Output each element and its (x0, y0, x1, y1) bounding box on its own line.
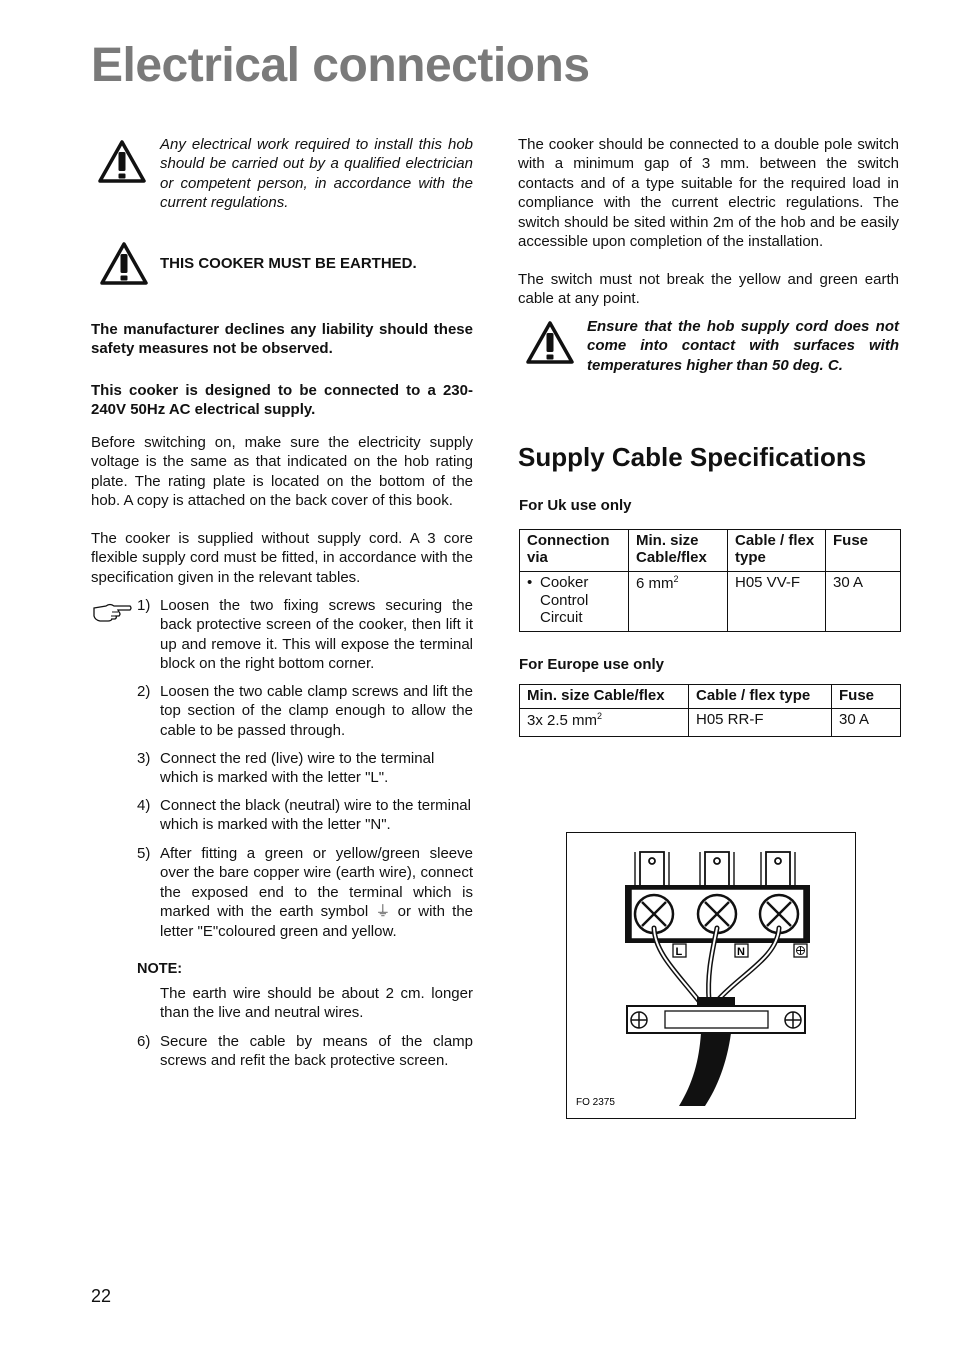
liability-notice: The manufacturer declines any liability should these safety measures not be observed. (91, 321, 473, 358)
page-title: Electrical connections (91, 39, 590, 92)
earth-cable-paragraph: The switch must not break the yellow and green earth cable at any point. (518, 271, 899, 308)
terminal-block-illustration (567, 833, 855, 1118)
before-switching-paragraph: Before switching on, make sure the electricity supply voltage is the same as that indicated on the hob rating plate. The rating plate is located on the bottom of the hob. A copy is attached on the back cover of this book. (91, 434, 473, 510)
note-label: NOTE: (137, 961, 183, 977)
step-text: Loosen the two cable clamp screws and lift the top section of the clamp enough to allow the cable to be passed through. (160, 683, 473, 739)
double-pole-switch-paragraph: The cooker should be connected to a double pole switch with a minimum gap of 3 mm. between the switch contacts and of a type suitable for the required load in compliance with the current electric regulations. The switch should be sited within 2m of the hob and be easily accessible upon completion of the installation. (518, 136, 899, 251)
step-text: Connect the black (neutral) wire to the terminal which is marked with the letter "N". (160, 797, 471, 834)
step-text: Secure the cable by means of the clamp screws and refit the back protective screen. (160, 1033, 473, 1070)
figure-code: FO 2375 (576, 1097, 615, 1108)
page-number: 22 (91, 1286, 112, 1306)
warning-icon (97, 139, 147, 185)
earthed-warning: THIS COOKER MUST BE EARTHED. (160, 255, 417, 272)
qualified-electrician-warning: Any electrical work required to install this hob should be carried out by a qualified electrician or competent person, in accordance with the current regulations. (160, 136, 473, 212)
column-header: Cable / flex type (728, 530, 826, 572)
table-cell: 30 A (832, 709, 901, 737)
table-cell: H05 VV-F (728, 572, 826, 632)
label-L: L (675, 946, 683, 958)
step-number: 6) (137, 1033, 151, 1050)
step-text: Loosen the two fixing screws securing the back protective screen of the cooker, then lift it up and remove it. This will expose the terminal block on the right bottom corner. (160, 597, 473, 673)
table-row (520, 572, 901, 632)
warning-icon (99, 241, 149, 287)
step-4 (137, 796, 473, 836)
column-header: Min. size Cable/flex (629, 530, 728, 572)
step-5 (137, 844, 473, 944)
step-number: 4) (137, 797, 151, 814)
column-header: Cable / flex type (689, 685, 832, 709)
earth-symbol-icon: ⏚ (375, 903, 391, 921)
supply-voltage-notice: This cooker is designed to be connected to a 230-240V 50Hz AC electrical supply. (91, 382, 473, 419)
europe-label: For Europe use only (519, 656, 665, 673)
column-header: Fuse (826, 530, 901, 572)
note-text: The earth wire should be about 2 cm. longer than the live and neutral wires. (160, 985, 473, 1022)
step-number: 1) (137, 597, 151, 614)
step-1 (137, 596, 473, 676)
table-cell: 30 A (826, 572, 901, 632)
step-2 (137, 682, 473, 742)
section-heading: Supply Cable Specifications (518, 442, 867, 472)
warning-icon (525, 320, 575, 366)
table-cell: 3x 2.5 $mm^2$ (520, 709, 689, 737)
table-cell: • Cooker Control Circuit (520, 572, 629, 632)
uk-label: For Uk use only (519, 497, 632, 514)
table-row (520, 709, 901, 737)
step-text: Connect the red (live) wire to the terminal which is marked with the letter "L". (160, 750, 435, 787)
label-N: N (737, 946, 745, 958)
temperature-warning: Ensure that the hob supply cord does not come into contact with surfaces with temperatures higher than 50 deg. C. (587, 318, 899, 374)
table-cell: 6 $mm^2$ (629, 572, 728, 632)
column-header: Min. size Cable/flex (520, 685, 689, 709)
step-number: 2) (137, 683, 151, 700)
step-number: 5) (137, 845, 151, 862)
step-6 (137, 1032, 473, 1072)
step-number: 3) (137, 750, 151, 767)
table-cell: H05 RR-F (689, 709, 832, 737)
uk-spec-table (519, 529, 901, 632)
europe-spec-table (519, 684, 901, 737)
column-header: Fuse (832, 685, 901, 709)
step-3 (137, 749, 473, 789)
terminal-block-diagram (566, 832, 856, 1119)
supply-cord-paragraph: The cooker is supplied without supply cord. A 3 core flexible supply cord must be fitted, in accordance with the specification given in the relevant tables. (91, 530, 473, 586)
pointing-hand-icon (92, 600, 132, 622)
step-text: After fitting a green or yellow/green sleeve over the bare copper wire (earth wire), connect the exposed end to the terminal which is marked with the earth symbol ⏚ or with the letter "E"coloured green and yellow. (160, 845, 473, 940)
column-header: Connection via (520, 530, 629, 572)
